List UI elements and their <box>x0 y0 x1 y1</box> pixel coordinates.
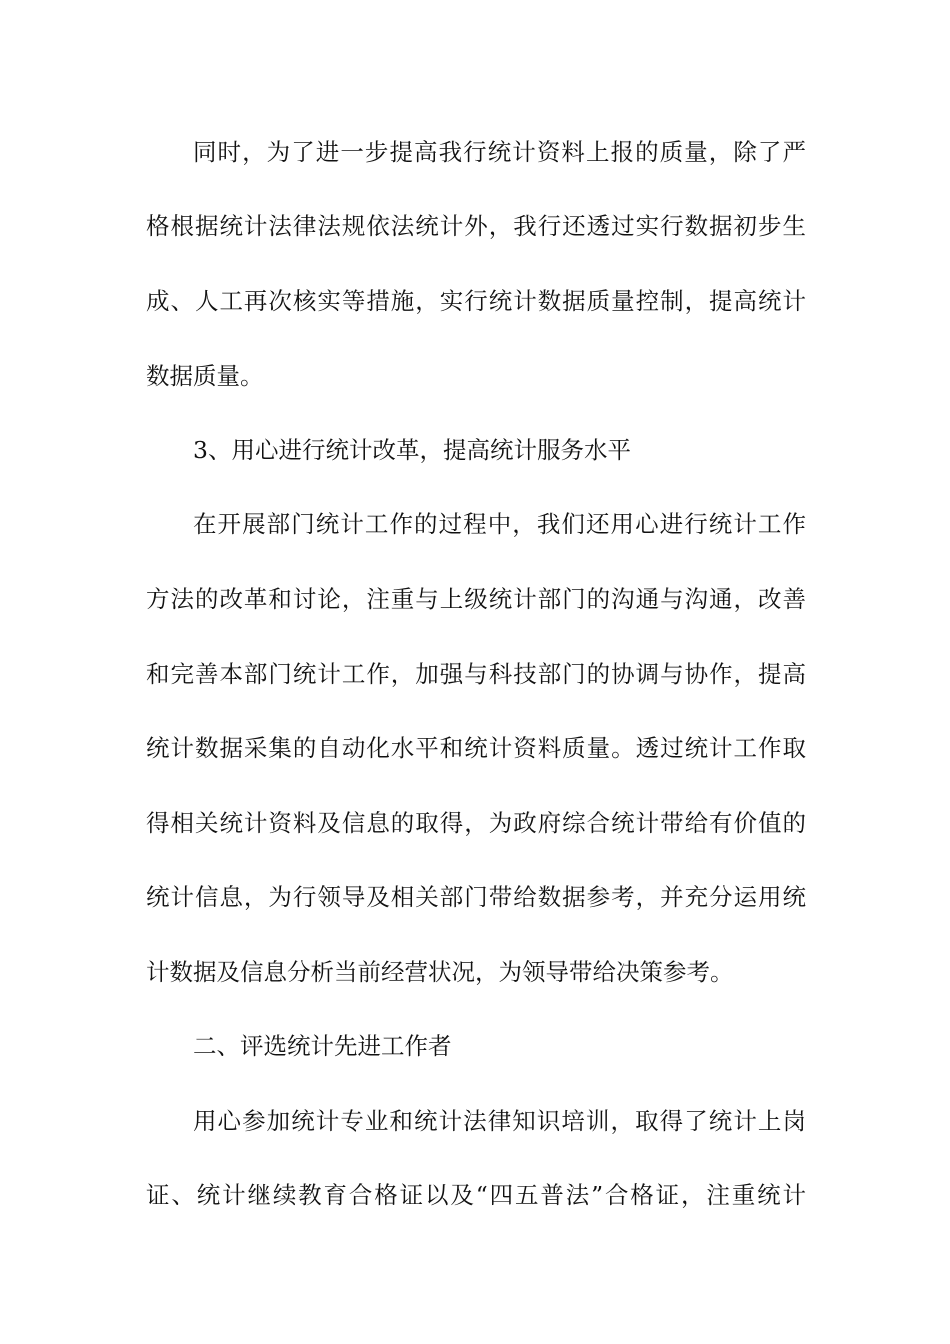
paragraph-line: 计数据及信息分析当前经营状况，为领导带给决策参考。 <box>146 958 734 986</box>
section-heading: 二、评选统计先进工作者 <box>193 1032 452 1060</box>
paragraph-line: 同时，为了进一步提高我行统计资料上报的质量，除了严 <box>193 138 806 166</box>
paragraph-line: 和完善本部门统计工作，加强与科技部门的协调与协作，提高 <box>146 660 806 688</box>
paragraph-line: 证、统计继续教育合格证以及“四五普法”合格证，注重统计 <box>146 1181 806 1209</box>
paragraph-line: 成、人工再次核实等措施，实行统计数据质量控制，提高统计 <box>146 287 806 315</box>
paragraph-line: 方法的改革和讨论，注重与上级统计部门的沟通与沟通，改善 <box>146 585 806 613</box>
paragraph-line: 数据质量。 <box>146 362 264 390</box>
paragraph-line: 用心参加统计专业和统计法律知识培训，取得了统计上岗 <box>193 1107 806 1135</box>
paragraph-line: 在开展部门统计工作的过程中，我们还用心进行统计工作 <box>193 510 806 538</box>
section-heading: 3、用心进行统计改革，提高统计服务水平 <box>193 436 631 464</box>
paragraph-line: 统计数据采集的自动化水平和统计资料质量。透过统计工作取 <box>146 734 806 762</box>
paragraph-line: 格根据统计法律法规依法统计外，我行还透过实行数据初步生 <box>146 212 806 240</box>
paragraph-line: 得相关统计资料及信息的取得，为政府综合统计带给有价值的 <box>146 809 806 837</box>
paragraph-line: 统计信息，为行领导及相关部门带给数据参考，并充分运用统 <box>146 883 806 911</box>
